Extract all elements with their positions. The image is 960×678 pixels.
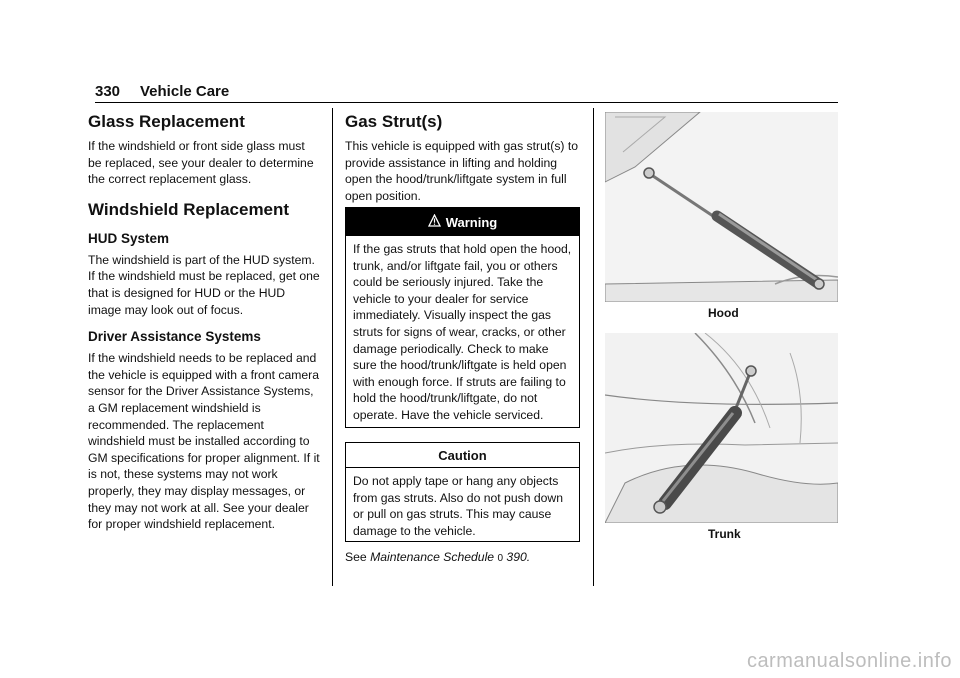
page-arrow-icon: 0: [497, 553, 504, 564]
hood-illustration: [605, 112, 838, 302]
glass-replacement-text: If the windshield or front side glass must be replaced, see your dealer to determine the correct replacement glass.: [88, 139, 314, 187]
see-page-number: 390.: [506, 550, 531, 564]
page-number: 330: [95, 83, 121, 100]
trunk-caption: Trunk: [708, 527, 741, 541]
warning-icon: [428, 214, 441, 231]
see-reference: [345, 550, 530, 564]
trunk-illustration: [605, 333, 838, 523]
hud-system-text: The windshield is part of the HUD system. If the windshield must be replaced, get one that is designed for HUD or the HUD image may look out of focus.: [88, 252, 320, 317]
warning-header: [346, 208, 579, 236]
gas-struts-heading: Gas Strut(s): [345, 112, 443, 131]
glass-replacement-heading: Glass Replacement: [88, 112, 245, 131]
warning-box: [345, 207, 580, 428]
header-rule: [95, 102, 838, 103]
driver-assistance-text: If the windshield needs to be replaced and the vehicle is equipped with a front camera sensor for the Driver Assistance Systems, a GM replacement windshield is recommended. The replacement windshield must be installed according to GM specifications for proper alignment. If it is not, these systems may not work properly, they may display messages, or they may not work at all. See your dealer for proper windshield replacement.: [88, 351, 320, 532]
caution-text: Do not apply tape or hang any objects from gas struts. Also do not push down or pull on gas struts. This may cause damage to the vehicle.: [353, 474, 564, 538]
driver-assistance-heading: Driver Assistance Systems: [88, 329, 261, 345]
hud-system-heading: HUD System: [88, 230, 170, 246]
left-column: [88, 112, 320, 533]
windshield-replacement-heading: Windshield Replacement: [88, 199, 290, 219]
middle-column: [345, 112, 580, 204]
warning-text: If the gas struts that hold open the hood, trunk, and/or liftgate fail, you or others could be seriously injured. Take the vehicle to your dealer for service immediately. Visually inspect the gas struts for signs of wear, cracks, or other damage periodically. Check to make sure the hood/trunk/liftgate is held open with enough force. If struts are failing to hold the hood/trunk/liftgate, do not operate. Have the vehicle serviced.: [353, 242, 572, 422]
column-divider-2: [593, 108, 594, 586]
section-title: Vehicle Care: [140, 83, 230, 100]
caution-box: [345, 442, 580, 542]
column-divider-1: [332, 108, 333, 586]
watermark: carmanualsonline.info: [746, 650, 952, 672]
hood-caption: Hood: [708, 306, 739, 320]
see-prefix: See: [345, 550, 367, 564]
caution-label: Caution: [346, 443, 579, 468]
warning-label: Warning: [445, 214, 498, 230]
gas-struts-intro: This vehicle is equipped with gas strut(s) to provide assistance in lifting and holding open the hood/trunk/liftgate system in full open position.: [345, 139, 579, 203]
maintenance-schedule-link[interactable]: Maintenance Schedule: [370, 550, 495, 564]
